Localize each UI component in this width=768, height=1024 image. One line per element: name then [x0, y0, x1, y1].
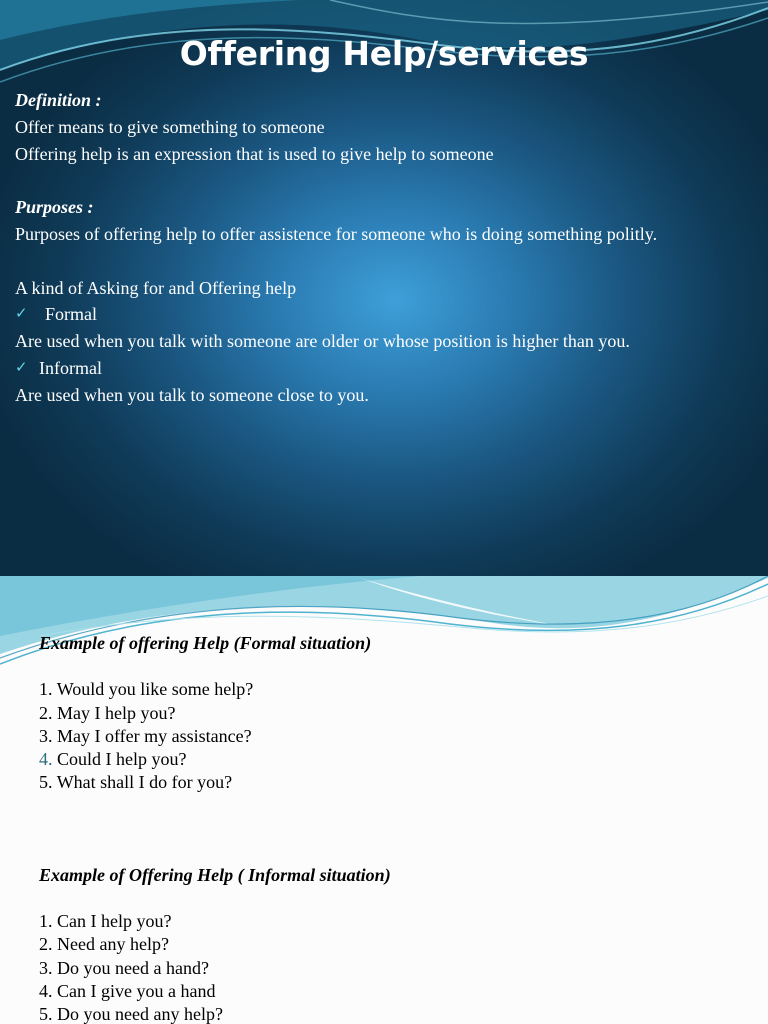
kind-label: Informal	[39, 357, 102, 378]
item-text: May I offer my assistance?	[57, 725, 252, 746]
check-icon: ✓	[15, 359, 28, 376]
definition-line-2: Offering help is an expression that is used to give help to someone	[15, 143, 494, 164]
item-text: What shall I do for you?	[56, 772, 233, 793]
item-number: 3.	[39, 957, 53, 978]
item-text: Need any help?	[57, 934, 169, 955]
item-text: Could I help you?	[57, 748, 187, 769]
item-text: Do you need any help?	[57, 1004, 223, 1024]
informal-heading: Example of Offering Help ( Informal situation)	[39, 864, 391, 885]
list-item	[39, 702, 391, 725]
kind-item-formal	[15, 301, 657, 328]
item-text: Do you need a hand?	[57, 957, 209, 978]
spacer	[39, 794, 391, 817]
item-number: 1.	[39, 911, 53, 932]
purposes-text: Purposes of offering help to offer assistence for someone who is doing something politly.	[15, 223, 658, 244]
item-text: Can I help you?	[57, 911, 172, 932]
kind-description-informal: Are used when you talk to someone close to you.	[15, 384, 369, 405]
item-number: 3.	[39, 725, 53, 746]
definition-heading: Definition :	[15, 90, 102, 110]
item-text: Can I give you a hand	[57, 980, 216, 1001]
list-item	[39, 980, 391, 1003]
slide-2	[0, 576, 768, 1024]
purposes-heading: Purposes :	[15, 197, 94, 218]
list-item	[39, 678, 391, 701]
spacer	[39, 818, 391, 841]
spacer	[39, 887, 391, 910]
spacer	[39, 655, 391, 678]
formal-heading: Example of offering Help (Formal situation)	[39, 633, 372, 653]
check-icon: ✓	[15, 306, 28, 323]
item-text: Would you like some help?	[56, 679, 254, 700]
item-text: May I help you?	[57, 702, 176, 723]
item-number: 5.	[39, 772, 53, 793]
definition-line-1: Offer means to give something to someone	[15, 116, 325, 137]
list-item	[39, 771, 391, 794]
kind-description-formal: Are used when you talk with someone are older or whose position is higher than you.	[15, 331, 630, 352]
item-number: 4.	[39, 980, 53, 1001]
kind-label: Formal	[45, 304, 97, 325]
spacer	[39, 841, 391, 864]
item-number: 1.	[39, 679, 53, 700]
item-number: 2.	[39, 934, 53, 955]
item-number: 2.	[39, 702, 53, 723]
kind-item-informal	[15, 355, 657, 382]
slide-2-body	[39, 632, 391, 1024]
list-item	[39, 725, 391, 748]
slide-title: Offering Help/services	[179, 34, 589, 73]
list-item	[39, 910, 391, 933]
spacer	[15, 167, 657, 194]
slide-1-body	[15, 87, 657, 409]
list-item	[39, 748, 391, 771]
list-item	[39, 1003, 391, 1024]
item-number: 4.	[39, 748, 53, 769]
kind-heading: A kind of Asking for and Offering help	[15, 277, 297, 298]
list-item	[39, 957, 391, 980]
list-item	[39, 933, 391, 956]
item-number: 5.	[39, 1004, 53, 1024]
spacer	[15, 248, 657, 275]
